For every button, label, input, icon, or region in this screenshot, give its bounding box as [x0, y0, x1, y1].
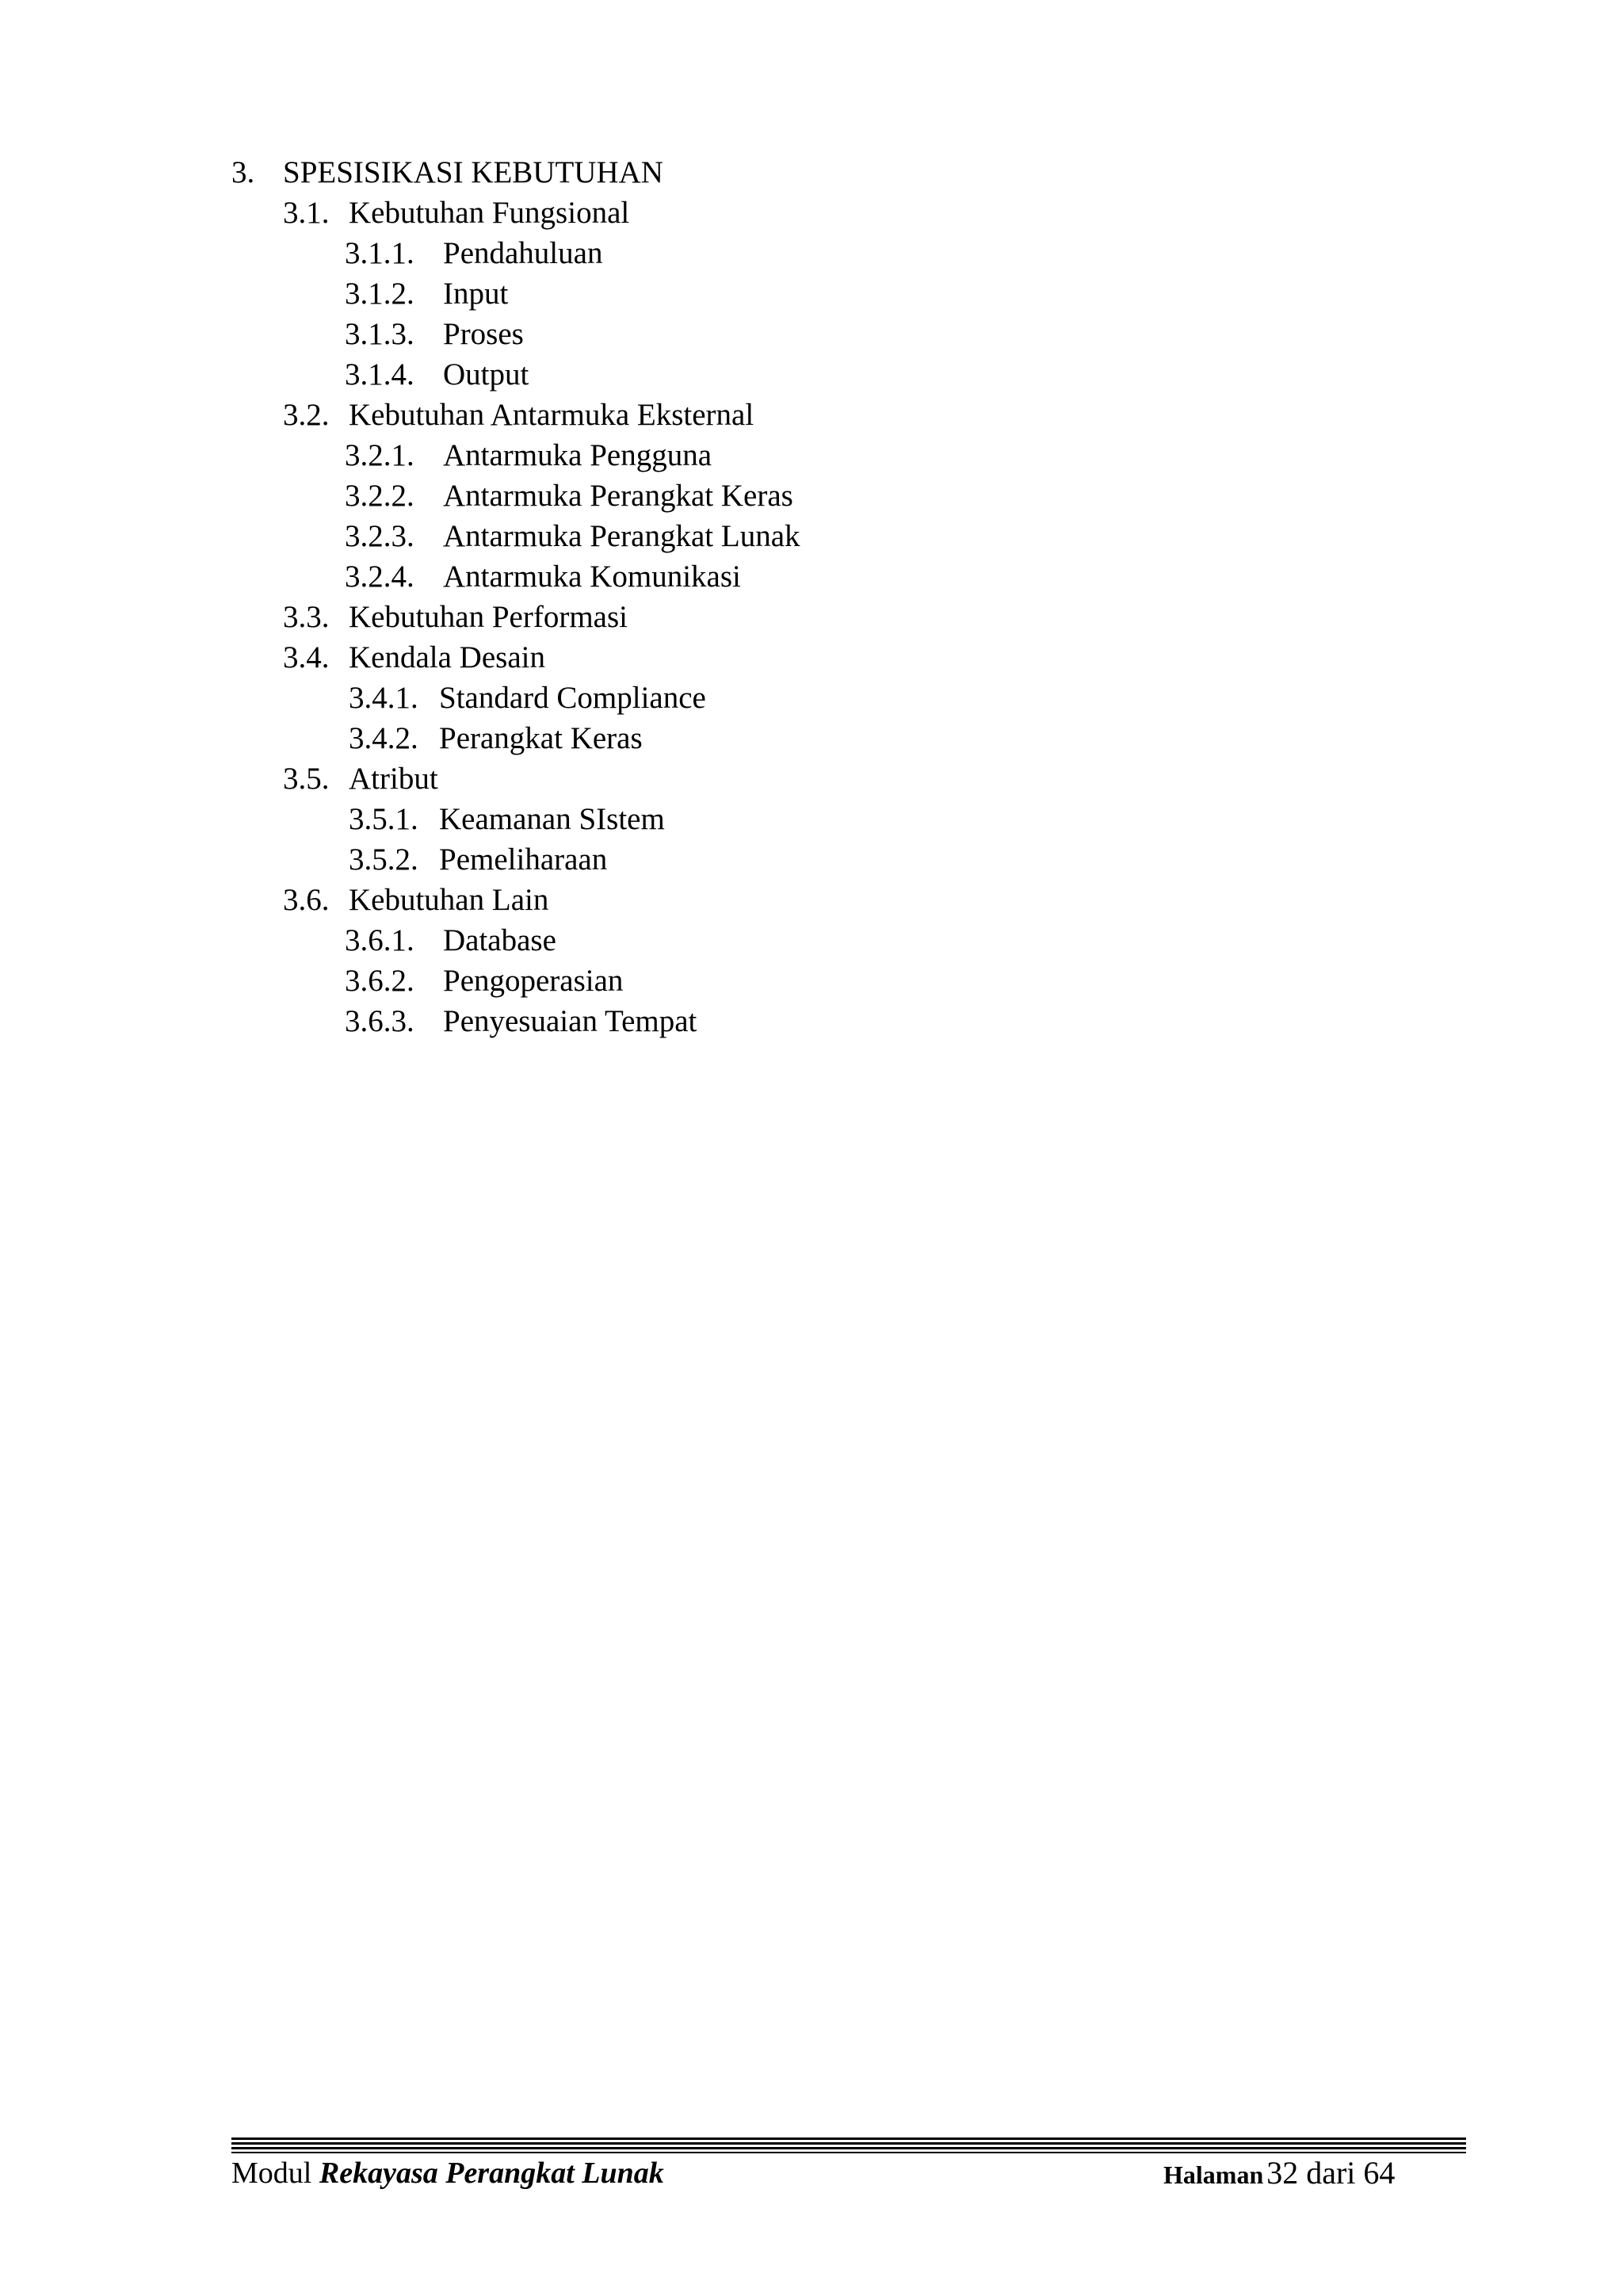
footer-module-prefix: Modul	[231, 2157, 312, 2190]
footer-page-number: 32 dari 64	[1266, 2155, 1396, 2191]
outline-item-number: 3.5.2.	[349, 842, 418, 877]
outline-item-title: Atribut	[349, 762, 438, 796]
outline-item-title: SPESISIKASI KEBUTUHAN	[283, 155, 663, 189]
outline-item-number: 3.1.3.	[345, 317, 414, 351]
outline-item-number: 3.2.	[283, 398, 330, 432]
outline-item-number: 3.	[231, 155, 255, 189]
outline-item-number: 3.1.2.	[345, 277, 414, 311]
outline-item-number: 3.3.	[283, 600, 330, 634]
outline-item-number: 3.2.4.	[345, 560, 414, 594]
footer-page-info	[1163, 2155, 1395, 2199]
outline-item-number: 3.6.3.	[345, 1004, 414, 1038]
outline-item-title: Antarmuka Komunikasi	[443, 560, 741, 594]
footer-module-title: Rekayasa Perangkat Lunak	[319, 2157, 664, 2190]
outline-item-title: Kebutuhan Fungsional	[349, 196, 630, 230]
outline-item-number: 3.5.	[283, 762, 330, 796]
outline-item-number: 3.2.1.	[345, 438, 414, 472]
footer-rule	[231, 2137, 1466, 2156]
outline-item-title: Pengoperasian	[443, 964, 624, 998]
footer-page-label: Halaman	[1163, 2160, 1264, 2189]
outline-item-number: 3.6.	[283, 883, 330, 917]
outline-item-title: Antarmuka Pengguna	[443, 438, 712, 472]
outline-item-number: 3.5.1.	[349, 802, 418, 836]
outline-item-title: Keamanan SIstem	[439, 802, 665, 836]
outline-item-title: Kebutuhan Lain	[349, 883, 549, 917]
outline-item-number: 3.2.3.	[345, 519, 414, 553]
outline-item-title: Antarmuka Perangkat Lunak	[443, 519, 800, 553]
outline-item-title: Kebutuhan Performasi	[349, 600, 628, 634]
outline-item-title: Standard Compliance	[439, 681, 706, 715]
footer-module	[231, 2155, 664, 2191]
outline-item-number: 3.1.4.	[345, 357, 414, 392]
outline-item-title: Output	[443, 357, 529, 392]
outline-item-title: Pendahuluan	[443, 236, 603, 270]
outline-item-number: 3.1.	[283, 196, 330, 230]
outline-item-title: Penyesuaian Tempat	[443, 1004, 697, 1038]
outline-item-title: Antarmuka Perangkat Keras	[443, 479, 793, 513]
outline-item-number: 3.2.2.	[345, 479, 414, 513]
outline-item-number: 3.6.2.	[345, 964, 414, 998]
outline-item-number: 3.1.1.	[345, 236, 414, 270]
outline-item-title: Kendala Desain	[349, 640, 545, 674]
outline-item-title: Database	[443, 923, 556, 957]
outline-item-number: 3.4.1.	[349, 681, 418, 715]
outline-item-title: Kebutuhan Antarmuka Eksternal	[349, 398, 754, 432]
outline-item-number: 3.6.1.	[345, 923, 414, 957]
outline-item-title: Pemeliharaan	[439, 842, 608, 877]
outline-item-number: 3.4.2.	[349, 721, 418, 755]
outline-item-title: Perangkat Keras	[439, 721, 643, 755]
outline-item-title: Proses	[443, 317, 524, 351]
outline-item-title: Input	[443, 277, 509, 311]
outline-item-number: 3.4.	[283, 640, 330, 674]
